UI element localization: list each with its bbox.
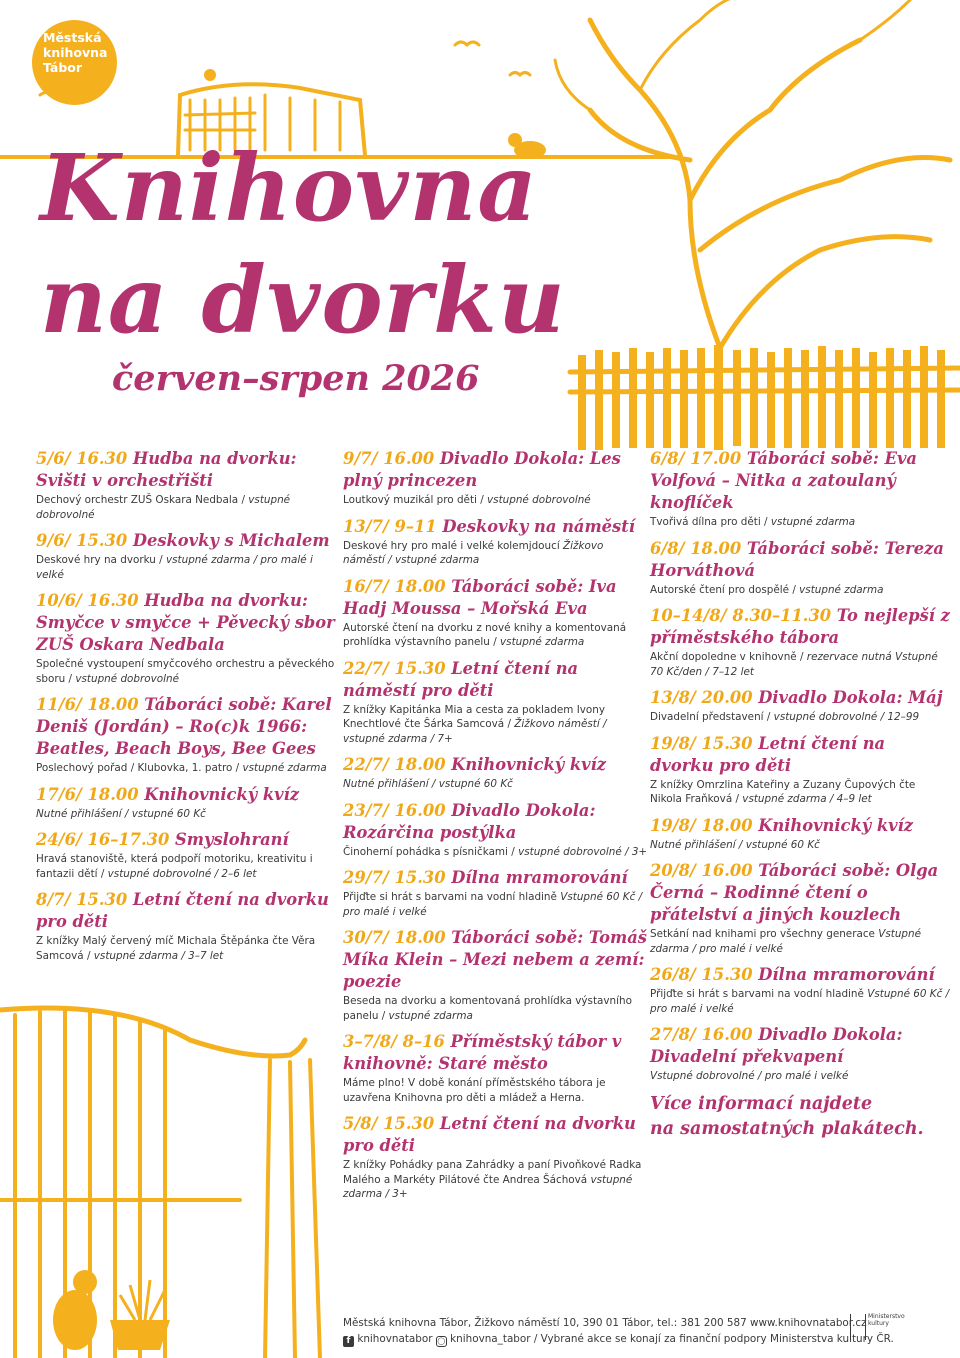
event-title: Divadlo Dokola: Les plný princezen <box>343 449 621 490</box>
event-title: Dílna mramorování <box>451 868 628 887</box>
event-description <box>650 650 950 679</box>
event-description-admission: vstupné zdarma / pro malé i velké <box>36 554 313 581</box>
logo-line-3: Tábor <box>43 60 83 75</box>
event-date: 13/8/ 20.00 <box>650 688 753 707</box>
event-date: 22/7/ 15.30 <box>343 658 446 678</box>
event-description-admission: vstupné dobrovolné <box>487 494 591 506</box>
event-title: Knihovnický kvíz <box>144 784 300 804</box>
event-item <box>650 964 950 1016</box>
event-description-admission: Žižkovo náměstí / vstupné zdarma / 7+ <box>343 718 607 745</box>
event-date: 22/7/ 18.00 <box>343 755 446 774</box>
facebook-icon[interactable]: f <box>343 1336 354 1347</box>
more-info-line-2: na samostatných plakátech. <box>650 1118 924 1139</box>
event-heading <box>343 1113 648 1157</box>
event-date: 17/6/ 18.00 <box>36 784 139 804</box>
event-description-admission: vstupné zdarma / 3+ <box>343 1173 633 1200</box>
ministry-label: Ministerstvo kultury <box>868 1313 905 1327</box>
event-title: Letní čtení na náměstí pro děti <box>343 658 579 700</box>
event-description-admission: vstupné dobrovolné / 12–99 <box>773 711 920 723</box>
event-heading <box>36 694 336 760</box>
event-description-main: Deskové hry na dvorku / <box>36 554 166 566</box>
event-item <box>343 1031 648 1105</box>
event-description <box>36 493 336 522</box>
instagram-handle[interactable]: knihovna_tabor <box>450 1333 531 1345</box>
event-date: 16/7/ 18.00 <box>343 576 446 596</box>
bird-on-roof-icon <box>204 69 216 81</box>
event-item <box>36 530 336 582</box>
event-item <box>36 448 336 522</box>
event-item <box>36 829 336 881</box>
events-column-1 <box>36 448 336 971</box>
event-heading <box>650 815 950 837</box>
event-description-admission: Nutné přihlášení / vstupné 60 Kč <box>36 807 206 820</box>
events-column-2 <box>343 448 648 1210</box>
event-item <box>343 448 648 508</box>
event-title: Divadlo Dokola: Máj <box>758 688 943 707</box>
event-description <box>343 539 648 568</box>
event-item <box>36 590 336 686</box>
event-date: 8/7/ 15.30 <box>36 890 128 909</box>
event-description-admission: vstupné zdarma <box>770 516 856 528</box>
event-description <box>36 761 336 776</box>
event-item <box>650 538 950 598</box>
event-heading <box>343 516 648 538</box>
event-date: 26/8/ 15.30 <box>650 965 753 984</box>
event-description <box>650 927 950 956</box>
footer-support-note: / Vybrané akce se konají za finanční podpory Ministerstva kultury ČR. <box>530 1333 894 1345</box>
event-description-main: Setkání nad knihami pro všechny generace <box>650 928 879 940</box>
event-date: 20/8/ 16.00 <box>650 861 753 880</box>
event-description-main: Z knížky Kapitánka Mia a cesta za pokladem Ivony Knechtlové čte Šárka Samcová / <box>343 703 605 730</box>
event-description-main: Společné vystoupení smyčcového orchestru a pěveckého sboru / <box>36 658 335 685</box>
event-description <box>343 493 648 508</box>
event-date: 6/8/ 17.00 <box>650 449 742 468</box>
event-description <box>650 710 950 725</box>
event-description-main: Autorské čtení na dvorku z nové knihy a komentovaná prohlídka výstavního panelu / <box>343 621 627 648</box>
event-heading <box>343 658 648 702</box>
event-date: 30/7/ 18.00 <box>343 928 446 947</box>
plant-leaves-icon <box>120 1280 165 1320</box>
event-item <box>343 1113 648 1202</box>
event-description-admission: vstupné dobrovolné <box>36 494 291 521</box>
event-date: 11/6/ 18.00 <box>36 695 139 714</box>
event-heading <box>343 867 648 889</box>
event-date: 6/8/ 18.00 <box>650 538 742 558</box>
event-heading <box>343 927 648 993</box>
event-item <box>343 800 648 860</box>
footer-social <box>343 1333 894 1347</box>
event-date: 29/7/ 15.30 <box>343 868 446 887</box>
event-description-admission: Vstupné 60 Kč / pro malé i velké <box>650 988 950 1015</box>
more-info-line-1: Více informací najdete <box>650 1093 873 1114</box>
event-item <box>343 754 648 792</box>
event-heading <box>343 800 648 844</box>
event-title: Knihovnický kvíz <box>451 755 607 774</box>
event-description-main: Autorské čtení pro dospělé / <box>650 583 800 596</box>
event-heading <box>650 1024 950 1068</box>
event-item <box>650 605 950 679</box>
event-description <box>343 845 648 860</box>
ministry-logo <box>850 1312 910 1348</box>
event-description-admission: Vstupné dobrovolné / pro malé i velké <box>650 1070 849 1082</box>
event-description-main: Akční dopoledne v knihovně / <box>650 651 807 663</box>
event-description-admission: vstupné dobrovolné / 2–6 let <box>107 867 257 880</box>
event-heading <box>36 530 336 552</box>
event-description-main: Deskové hry pro malé i velké kolemjdoucí <box>343 539 564 552</box>
event-item <box>343 927 648 1023</box>
event-heading <box>343 1031 648 1075</box>
event-title: Táboráci sobě: Karel Deniš (Jordán) – Ro(c)k 1966: Beatles, Beach Boys, Bee Gees <box>36 695 332 758</box>
event-heading <box>650 733 950 777</box>
event-heading <box>343 754 648 776</box>
event-description <box>650 778 950 807</box>
event-description-main: Z knížky Omrzlina Kateřiny a Zuzany Čupových čte Nikola Fraňková / <box>650 778 916 805</box>
footer-address: Městská knihovna Tábor, Žižkovo náměstí 10, 390 01 Tábor, tel.: 381 200 587 www.knihovnatabor.cz <box>343 1317 867 1329</box>
event-heading <box>36 448 336 492</box>
event-description <box>36 657 336 686</box>
event-description-main: Z knížky Pohádky pana Zahrádky a paní Pivoňkové Radka Malého a Markéty Pilátové čte Andrea Šáchová <box>343 1159 642 1186</box>
event-description-main: Z knížky Malý červený míč Michala Štěpánka čte Věra Samcová / <box>36 935 316 962</box>
tree-branches <box>590 20 950 348</box>
event-heading <box>36 590 336 656</box>
event-description-admission: Žižkovo náměstí / vstupné zdarma <box>343 539 604 566</box>
event-title: Táboráci sobě: Tereza Horváthová <box>650 538 944 580</box>
event-description-admission: Nutné přihlášení / vstupné 60 Kč <box>650 838 820 851</box>
event-description-admission: vstupné zdarma / 4–9 let <box>742 793 872 805</box>
event-heading <box>36 829 336 851</box>
event-heading <box>650 687 950 709</box>
event-heading <box>343 576 648 620</box>
event-title: Letní čtení na dvorku pro děti <box>36 890 329 931</box>
event-heading <box>650 448 950 514</box>
event-description <box>650 838 950 853</box>
event-date: 9/7/ 16.00 <box>343 449 435 468</box>
event-title: Táboráci sobě: Olga Černá – Rodinné čtení o přátelství a jiných kouzlech <box>650 861 939 924</box>
window-top <box>0 1008 305 1056</box>
event-description-admission: vstupné zdarma / 3–7 let <box>93 949 224 962</box>
event-item <box>650 448 950 530</box>
event-title: Divadlo Dokola: Rozárčina postýlka <box>343 800 596 842</box>
facebook-handle[interactable]: knihovnatabor <box>357 1333 433 1345</box>
event-item <box>650 687 950 725</box>
event-item <box>36 784 336 822</box>
event-description <box>343 1158 648 1202</box>
event-item <box>343 867 648 919</box>
event-item <box>36 694 336 776</box>
event-description-main: Dechový orchestr ZUŠ Oskara Nedbala / <box>36 494 249 506</box>
event-item <box>650 815 950 853</box>
library-logo[interactable] <box>32 20 117 105</box>
event-item <box>650 1024 950 1084</box>
event-item <box>343 516 648 568</box>
event-title: Dílna mramorování <box>758 965 935 984</box>
logo-line-1: Městská <box>43 30 102 45</box>
event-title: Letní čtení na dvorku pro děti <box>343 1114 636 1155</box>
event-title: Táboráci sobě: Tomáš Míka Klein – Mezi nebem a zemí: poezie <box>343 928 647 991</box>
event-heading <box>36 889 336 933</box>
event-description-admission: rezervace nutná Vstupné 70 Kč/den / 7–12 let <box>650 651 938 678</box>
event-description <box>343 1076 648 1105</box>
event-item <box>343 658 648 747</box>
event-heading <box>343 448 648 492</box>
event-description <box>36 553 336 582</box>
event-heading <box>650 605 950 649</box>
event-description <box>36 852 336 881</box>
event-description <box>343 890 648 919</box>
event-date: 13/7/ 9–11 <box>343 516 437 536</box>
fence-rail <box>570 368 960 372</box>
event-description-main: Divadelní představení / <box>650 711 774 723</box>
event-description-main: Činoherní pohádka s písničkami / <box>343 845 519 858</box>
event-date: 3–7/8/ 8–16 <box>343 1032 445 1051</box>
event-description-admission: vstupné dobrovolné <box>75 672 179 685</box>
event-description-main: Přijďte si hrát s barvami na vodní hladině <box>343 891 561 903</box>
flower-pot-icon <box>110 1320 170 1350</box>
event-item <box>650 860 950 956</box>
event-title: Divadlo Dokola: Divadelní překvapení <box>650 1025 903 1066</box>
ministry-emblem-icon <box>850 1314 866 1340</box>
event-description <box>36 807 336 822</box>
event-description-admission: Vstupné zdarma / pro malé i velké <box>650 928 922 955</box>
event-heading <box>36 784 336 806</box>
event-date: 19/8/ 18.00 <box>650 815 753 835</box>
more-info-note <box>650 1092 950 1142</box>
event-description-admission: vstupné zdarma <box>242 762 327 774</box>
poster-title-line-1: Knihovna <box>40 134 539 242</box>
event-title: Hudba na dvorku: Smyčce v smyčce + Pěvecký sbor ZUŠ Oskara Nedbala <box>36 591 335 654</box>
event-description-main: Loutkový muzikál pro děti / <box>343 494 488 506</box>
event-description <box>343 994 648 1023</box>
event-description <box>36 934 336 963</box>
event-title: Deskovky s Michalem <box>132 531 330 550</box>
event-item <box>343 576 648 650</box>
event-date: 10–14/8/ 8.30–11.30 <box>650 606 832 625</box>
event-title: Deskovky na náměstí <box>442 516 635 536</box>
poster-title-line-2: na dvorku <box>40 246 566 354</box>
event-date: 5/8/ 15.30 <box>343 1114 435 1133</box>
event-description-main: Máme plno! V době konání příměstského tábora je uzavřena Knihovna pro děti a mládež a Herna. <box>343 1077 606 1104</box>
fence-rail-2 <box>570 390 960 392</box>
event-description-admission: Vstupné 60 Kč / pro malé i velké <box>343 891 643 918</box>
event-description <box>650 987 950 1016</box>
event-description-main: Přijďte si hrát s barvami na vodní hladině <box>650 988 868 1000</box>
event-date: 23/7/ 16.00 <box>343 800 446 820</box>
event-item <box>36 889 336 963</box>
event-date: 10/6/ 16.30 <box>36 591 139 610</box>
event-title: Táboráci sobě: Eva Volfová – Nitka a zatoulaný knoflíček <box>650 449 917 512</box>
event-heading <box>650 538 950 582</box>
event-description <box>650 1069 950 1084</box>
poster-subtitle: červen–srpen 2026 <box>112 358 480 399</box>
event-date: 27/8/ 16.00 <box>650 1025 753 1044</box>
event-date: 9/6/ 15.30 <box>36 531 128 550</box>
event-title: Táboráci sobě: Iva Hadj Moussa – Mořská Eva <box>343 576 617 618</box>
event-description <box>650 583 950 598</box>
event-description-main: Poslechový pořad / Klubovka, 1. patro / <box>36 762 243 774</box>
event-description-main: Beseda na dvorku a komentovaná prohlídka výstavního panelu / <box>343 995 632 1022</box>
event-description-admission: vstupné zdarma <box>799 583 884 596</box>
event-description <box>650 515 950 530</box>
event-title: To nejlepší z příměstského tábora <box>650 606 950 647</box>
cat-sitting-icon <box>53 1290 97 1350</box>
event-heading <box>650 964 950 986</box>
bird-icon-3 <box>510 73 530 76</box>
event-date: 19/8/ 15.30 <box>650 733 753 753</box>
curtain-folds-right <box>265 1060 320 1358</box>
event-description-admission: vstupné zdarma <box>500 636 585 648</box>
event-date: 24/6/ 16–17.30 <box>36 830 170 849</box>
event-description-admission: vstupné dobrovolné / 3+ <box>518 845 648 858</box>
event-description-main: Tvořivá dílna pro děti / <box>650 516 771 528</box>
event-title: Hudba na dvorku: Svišti v orchestřišti <box>36 449 297 490</box>
event-description-main: Hravá stanoviště, která podpoří motoriku, kreativitu i fantazii dětí / <box>36 853 313 880</box>
event-date: 5/6/ 16.30 <box>36 449 128 468</box>
event-title: Letní čtení na dvorku pro děti <box>650 733 886 775</box>
logo-line-2: knihovna <box>43 45 108 60</box>
event-description <box>343 703 648 747</box>
bird-icon-2 <box>455 42 479 45</box>
event-description <box>343 777 648 792</box>
event-heading <box>650 860 950 926</box>
instagram-icon[interactable]: ◯ <box>437 1337 446 1345</box>
events-column-3 <box>650 448 950 1142</box>
event-description <box>343 621 648 650</box>
event-title: Knihovnický kvíz <box>758 815 914 835</box>
event-title: Smyslohraní <box>175 830 289 849</box>
event-description-admission: Nutné přihlášení / vstupné 60 Kč <box>343 778 513 790</box>
event-description-admission: vstupné zdarma <box>388 1009 473 1022</box>
event-title: Příměstský tábor v knihovně: Staré město <box>343 1032 622 1073</box>
event-item <box>650 733 950 807</box>
